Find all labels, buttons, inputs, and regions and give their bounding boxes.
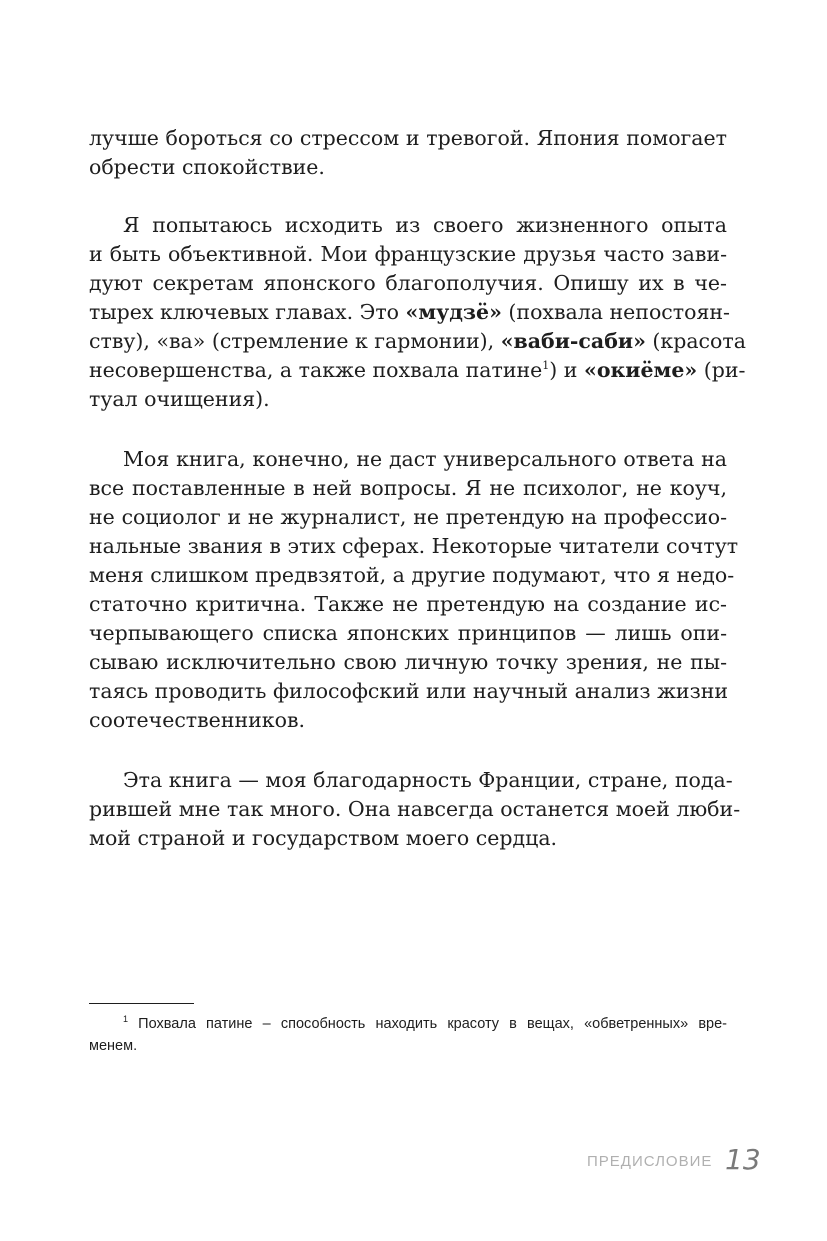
footnote-text: Похвала патине – способность находить красоту в вещах, «обветренных» вре- [128, 1016, 727, 1032]
paragraph-3 [89, 445, 739, 735]
text-line [89, 327, 746, 356]
text-line [89, 298, 730, 327]
paragraph-4 [89, 766, 741, 853]
text-line: дуют секретам японского благополучия. Опишу их в че- [89, 271, 727, 295]
text-line [89, 356, 746, 385]
text-line: Моя книга, конечно, не даст универсального ответа на [123, 447, 727, 471]
text-line: лучше бороться со стрессом и тревогой. Япония помогает [89, 126, 727, 150]
footnote-reference[interactable]: 1 [542, 359, 550, 373]
text-line: туал очищения). [89, 387, 270, 411]
term-okiyome: «окиёме» [584, 358, 698, 382]
text-run: ству), «ва» (стремление к гармонии), [89, 329, 501, 353]
paragraph-2 [89, 211, 746, 414]
text-line: все поставленные в ней вопросы. Я не психолог, не коуч, [89, 476, 727, 500]
term-mudzyo: «мудзё» [405, 300, 502, 324]
text-line: меня слишком предвзятой, а другие подумают, что я недо- [89, 563, 735, 587]
text-line: нальные звания в этих сферах. Некоторые читатели сочтут [89, 534, 739, 558]
footnote-line [89, 1013, 727, 1035]
text-line: соотечественников. [89, 708, 306, 732]
footnote [89, 1013, 727, 1057]
text-line: черпывающего списка японских принципов — лишь опи- [89, 621, 727, 645]
text-line: и быть объективной. Мои французские друзья часто зави- [89, 242, 727, 266]
text-line: обрести спокойствие. [89, 155, 325, 179]
text-run: (ри- [697, 358, 746, 382]
text-line: таясь проводить философский или научный анализ жизни [89, 679, 729, 703]
term-wabi-sabi: «ваби-саби» [500, 329, 646, 353]
text-line: не социолог и не журналист, не претендую на профессио- [89, 505, 727, 529]
text-line: рившей мне так много. Она навсегда останется моей люби- [89, 797, 741, 821]
text-line: статочно критична. Также не претендую на создание ис- [89, 592, 727, 616]
text-line: Эта книга — моя благодарность Франции, стране, пода- [123, 768, 733, 792]
text-run: ) и [549, 358, 584, 382]
text-run: несовершенства, а также похвала патине [89, 358, 543, 382]
text-line: мой страной и государством моего сердца. [89, 826, 558, 850]
text-run: (красота [645, 329, 746, 353]
text-run: (похвала непостоян- [501, 300, 730, 324]
text-line: сываю исключительно свою личную точку зрения, не пы- [89, 650, 727, 674]
footnote-divider [89, 1003, 194, 1004]
text-line: Я попытаюсь исходить из своего жизненного опыта [123, 213, 727, 237]
footnote-line: менем. [89, 1038, 138, 1054]
page-number: 13 [725, 1143, 761, 1176]
paragraph-1 [89, 124, 727, 182]
running-head: ПРЕДИСЛОВИЕ [587, 1153, 713, 1170]
text-run: тырех ключевых главах. Это [89, 300, 406, 324]
footnote-marker: 1 [123, 1014, 129, 1025]
